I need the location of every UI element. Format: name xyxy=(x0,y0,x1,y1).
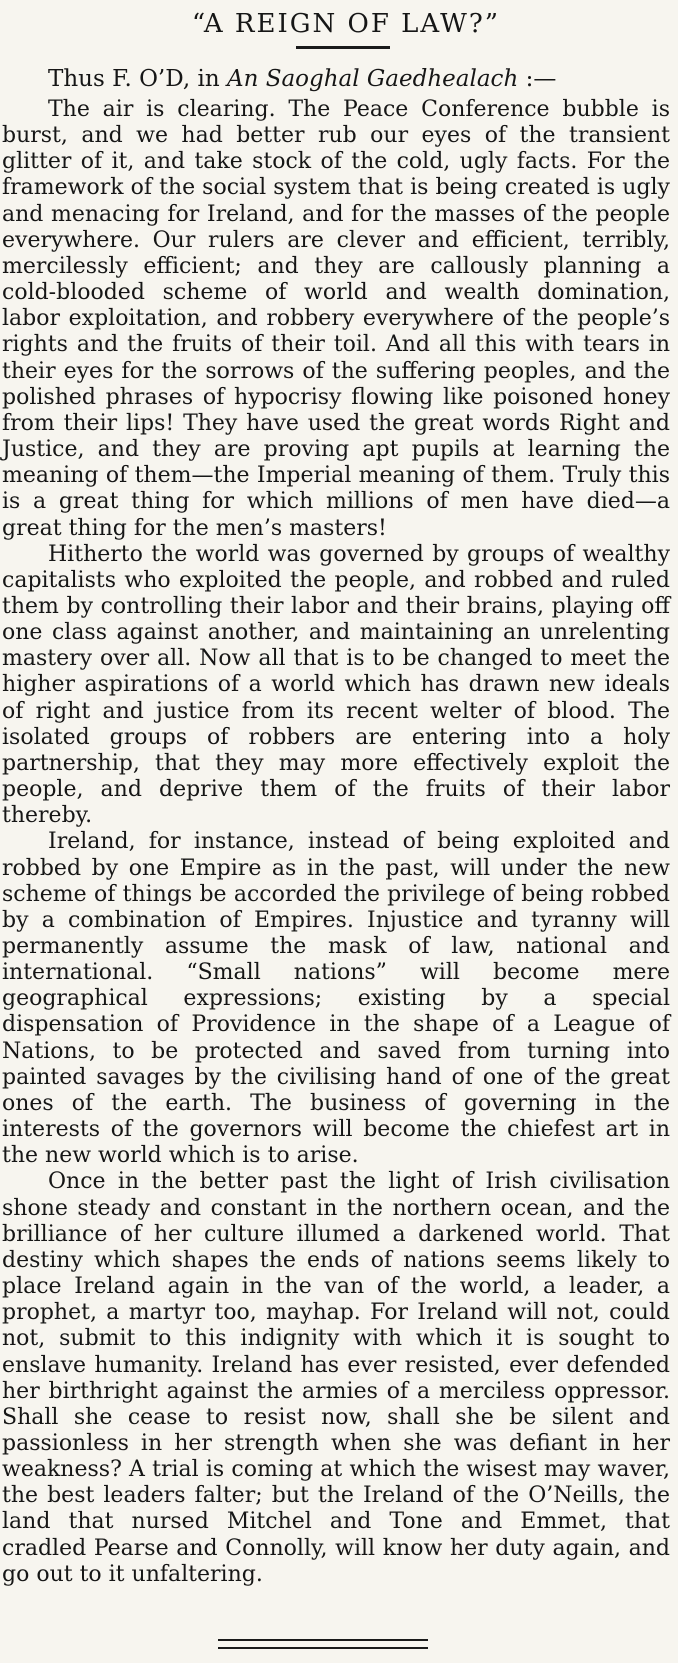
paragraph-1: The air is clearing. The Peace Conference bubble is burst, and we had better rub our eyes of the transient glitter of it, and take stock of the cold, ugly facts. For the framework of the social system that is being created is ugly and menacing for Ireland, and for the masses of the people everywhere. Our rulers are clever and efficient, terribly, mercilessly efficient; and they are callously planning a cold-blooded scheme of world and wealth domination, labor exploitation, and robbery everywhere of the people’s rights and the fruits of their toil. And all this with tears in their eyes for the sorrows of the suffering peoples, and the polished phrases of hypocrisy flowing like poisoned honey from their lips! They have used the great words Right and Justice, and they are proving apt pupils at learning the meaning of them—the Imperial meaning of them. Truly this is a great thing for which millions of men have died—a great thing for the men’s masters! xyxy=(2,97,670,541)
paragraph-2: Hitherto the world was governed by groups of wealthy capitalists who exploited the people, and robbed and ruled them by controlling their labor and their brains, playing off one class against another, and maintaining an unrelenting mastery over all. Now all that is to be changed to meet the higher aspirations of a world which has drawn new ideals of right and justice from its recent welter of blood. The isolated groups of robbers are entering into a holy partnership, that they may more effectively exploit the people, and deprive them of the fruits of their labor thereby. xyxy=(2,541,670,829)
article-byline xyxy=(2,65,670,93)
article-headline: “A REIGN OF LAW?” xyxy=(191,9,501,39)
byline-publication: An Saoghal Gaedhealach xyxy=(226,66,519,92)
closing-double-rule xyxy=(218,1639,428,1649)
article-body xyxy=(2,65,670,1588)
paragraph-4: Once in the better past the light of Irish civilisation shone steady and constant in the northern ocean, and the brilliance of her culture illumed a darkened world. That destiny which shapes the ends of nations seems likely to place Ireland again in the van of the world, a leader, a prophet, a martyr too, mayhap. For Ireland will not, could not, submit to this indignity with which it is sought to enslave humanity. Ireland has ever resisted, ever defended her birthright against the armies of a merciless oppressor. Shall she cease to resist now, shall she be silent and passionless in her strength when she was defiant in her weakness? A trial is coming at which the wisest may waver, the best leaders falter; but the Ireland of the O’Neills, the land that nursed Mitchel and Tone and Emmet, that cradled Pearse and Connolly, will know her duty again, and go out to it unfaltering. xyxy=(2,1169,670,1587)
headline-rule xyxy=(296,46,390,49)
byline-suffix: :— xyxy=(518,66,557,92)
byline-prefix: Thus F. O’D, in xyxy=(48,66,227,92)
paragraph-3: Ireland, for instance, instead of being exploited and robbed by one Empire as in the past, will under the new scheme of things be accorded the privilege of being robbed by a combination of Empires. Injustice and tyranny will permanently assume the mask of law, national and international. “Small nations” will become mere geographical expressions; existing by a special dispensation of Providence in the shape of a League of Nations, to be protected and saved from turning into painted savages by the civilising hand of one of the great ones of the earth. The business of governing in the interests of the governors will become the chiefest art in the new world which is to arise. xyxy=(2,829,670,1169)
